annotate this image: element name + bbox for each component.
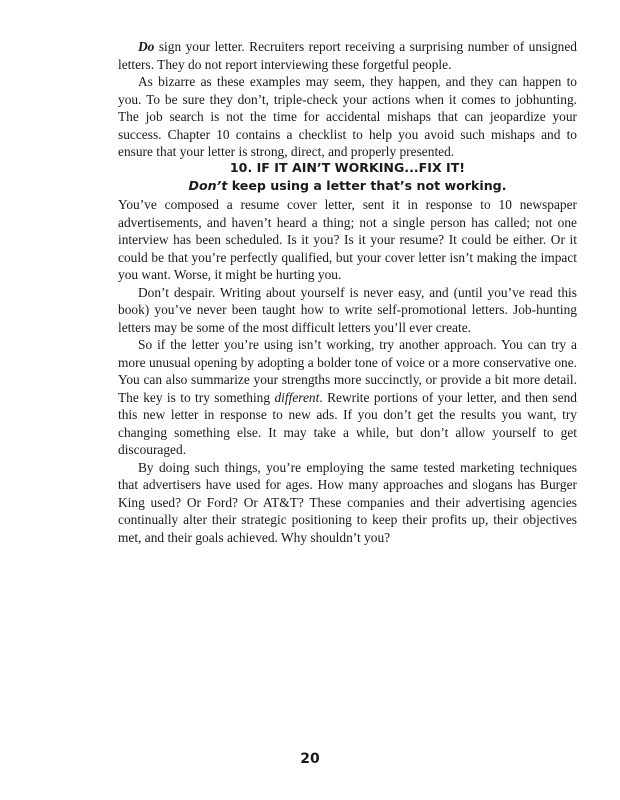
section-subtitle-emphasis: Don’t [188, 178, 228, 193]
intro-paragraph-1-text: sign your letter. Recruiters report receiving a surprising number of unsigned letters. They do not report interviewing these forgetful people. [118, 39, 577, 72]
page-number: 20 [300, 751, 320, 767]
section-paragraph-3-start: So if the letter you’re using isn’t working, try another approach. You can try a more unusual opening by adopting a bolder tone of voice or a more conservative one. You can also summarize your strengths more succinctly, or provide a bit more detail. The key is to try something [118, 337, 577, 405]
section-subtitle-text: keep using a letter that’s not working. [227, 178, 507, 193]
intro-paragraph-2: As bizarre as these examples may seem, they happen, and they can happen to you. To be sure they don’t, triple-check your actions when it comes to jobhunting. The job search is not the time for accidental mishaps that can jeopardize your success. Chapter 10 contains a checklist to help you avoid such mishaps and to ensure that your letter is strong, direct, and properly presented. [118, 74, 577, 159]
intro-paragraph-1 [118, 38, 577, 73]
section-heading [118, 159, 577, 195]
section-subtitle [118, 177, 577, 195]
section-paragraph-3-emphasis: different [274, 389, 320, 405]
intro-text [118, 38, 577, 161]
intro-lead-word: Do [138, 39, 155, 54]
section-paragraph-3-end: . Rewrite portions of your letter, and then send this new letter in response to new ads. If you don’t get the results you want, try changing something else. It may take a while, but don’t allow yourself to get discouraged. [118, 389, 577, 457]
section-paragraph-1: You’ve composed a resume cover letter, sent it in response to 10 newspaper advertisements, and haven’t heard a thing; not a single person has called; not one interview has been scheduled. Is it you? Is it your resume? It could be either. Or it could be that you’re perfectly qualified, but your cover letter isn’t making the impact you want. Worse, it might be hurting you. [118, 197, 577, 282]
section-title: 10. IF IT AIN’T WORKING...FIX IT! [229, 160, 466, 175]
section-paragraph-3 [118, 336, 577, 459]
section-paragraph-4: By doing such things, you’re employing the same tested marketing techniques that advertisers have used for ages. How many approaches and slogans has Burger King used? Or Ford? Or AT&T? These companies and their advertising agencies continually alter their strategic positioning to keep their profits up, their objectives met, and their goals achieved. Why shouldn’t you? [118, 459, 577, 545]
section-body [118, 196, 577, 546]
section-paragraph-2: Don’t despair. Writing about yourself is never easy, and (until you’ve read this book) you’ve never been taught how to write self-promotional letters. Job-hunting letters may be some of the most difficult letters you’ll ever create. [118, 284, 577, 335]
